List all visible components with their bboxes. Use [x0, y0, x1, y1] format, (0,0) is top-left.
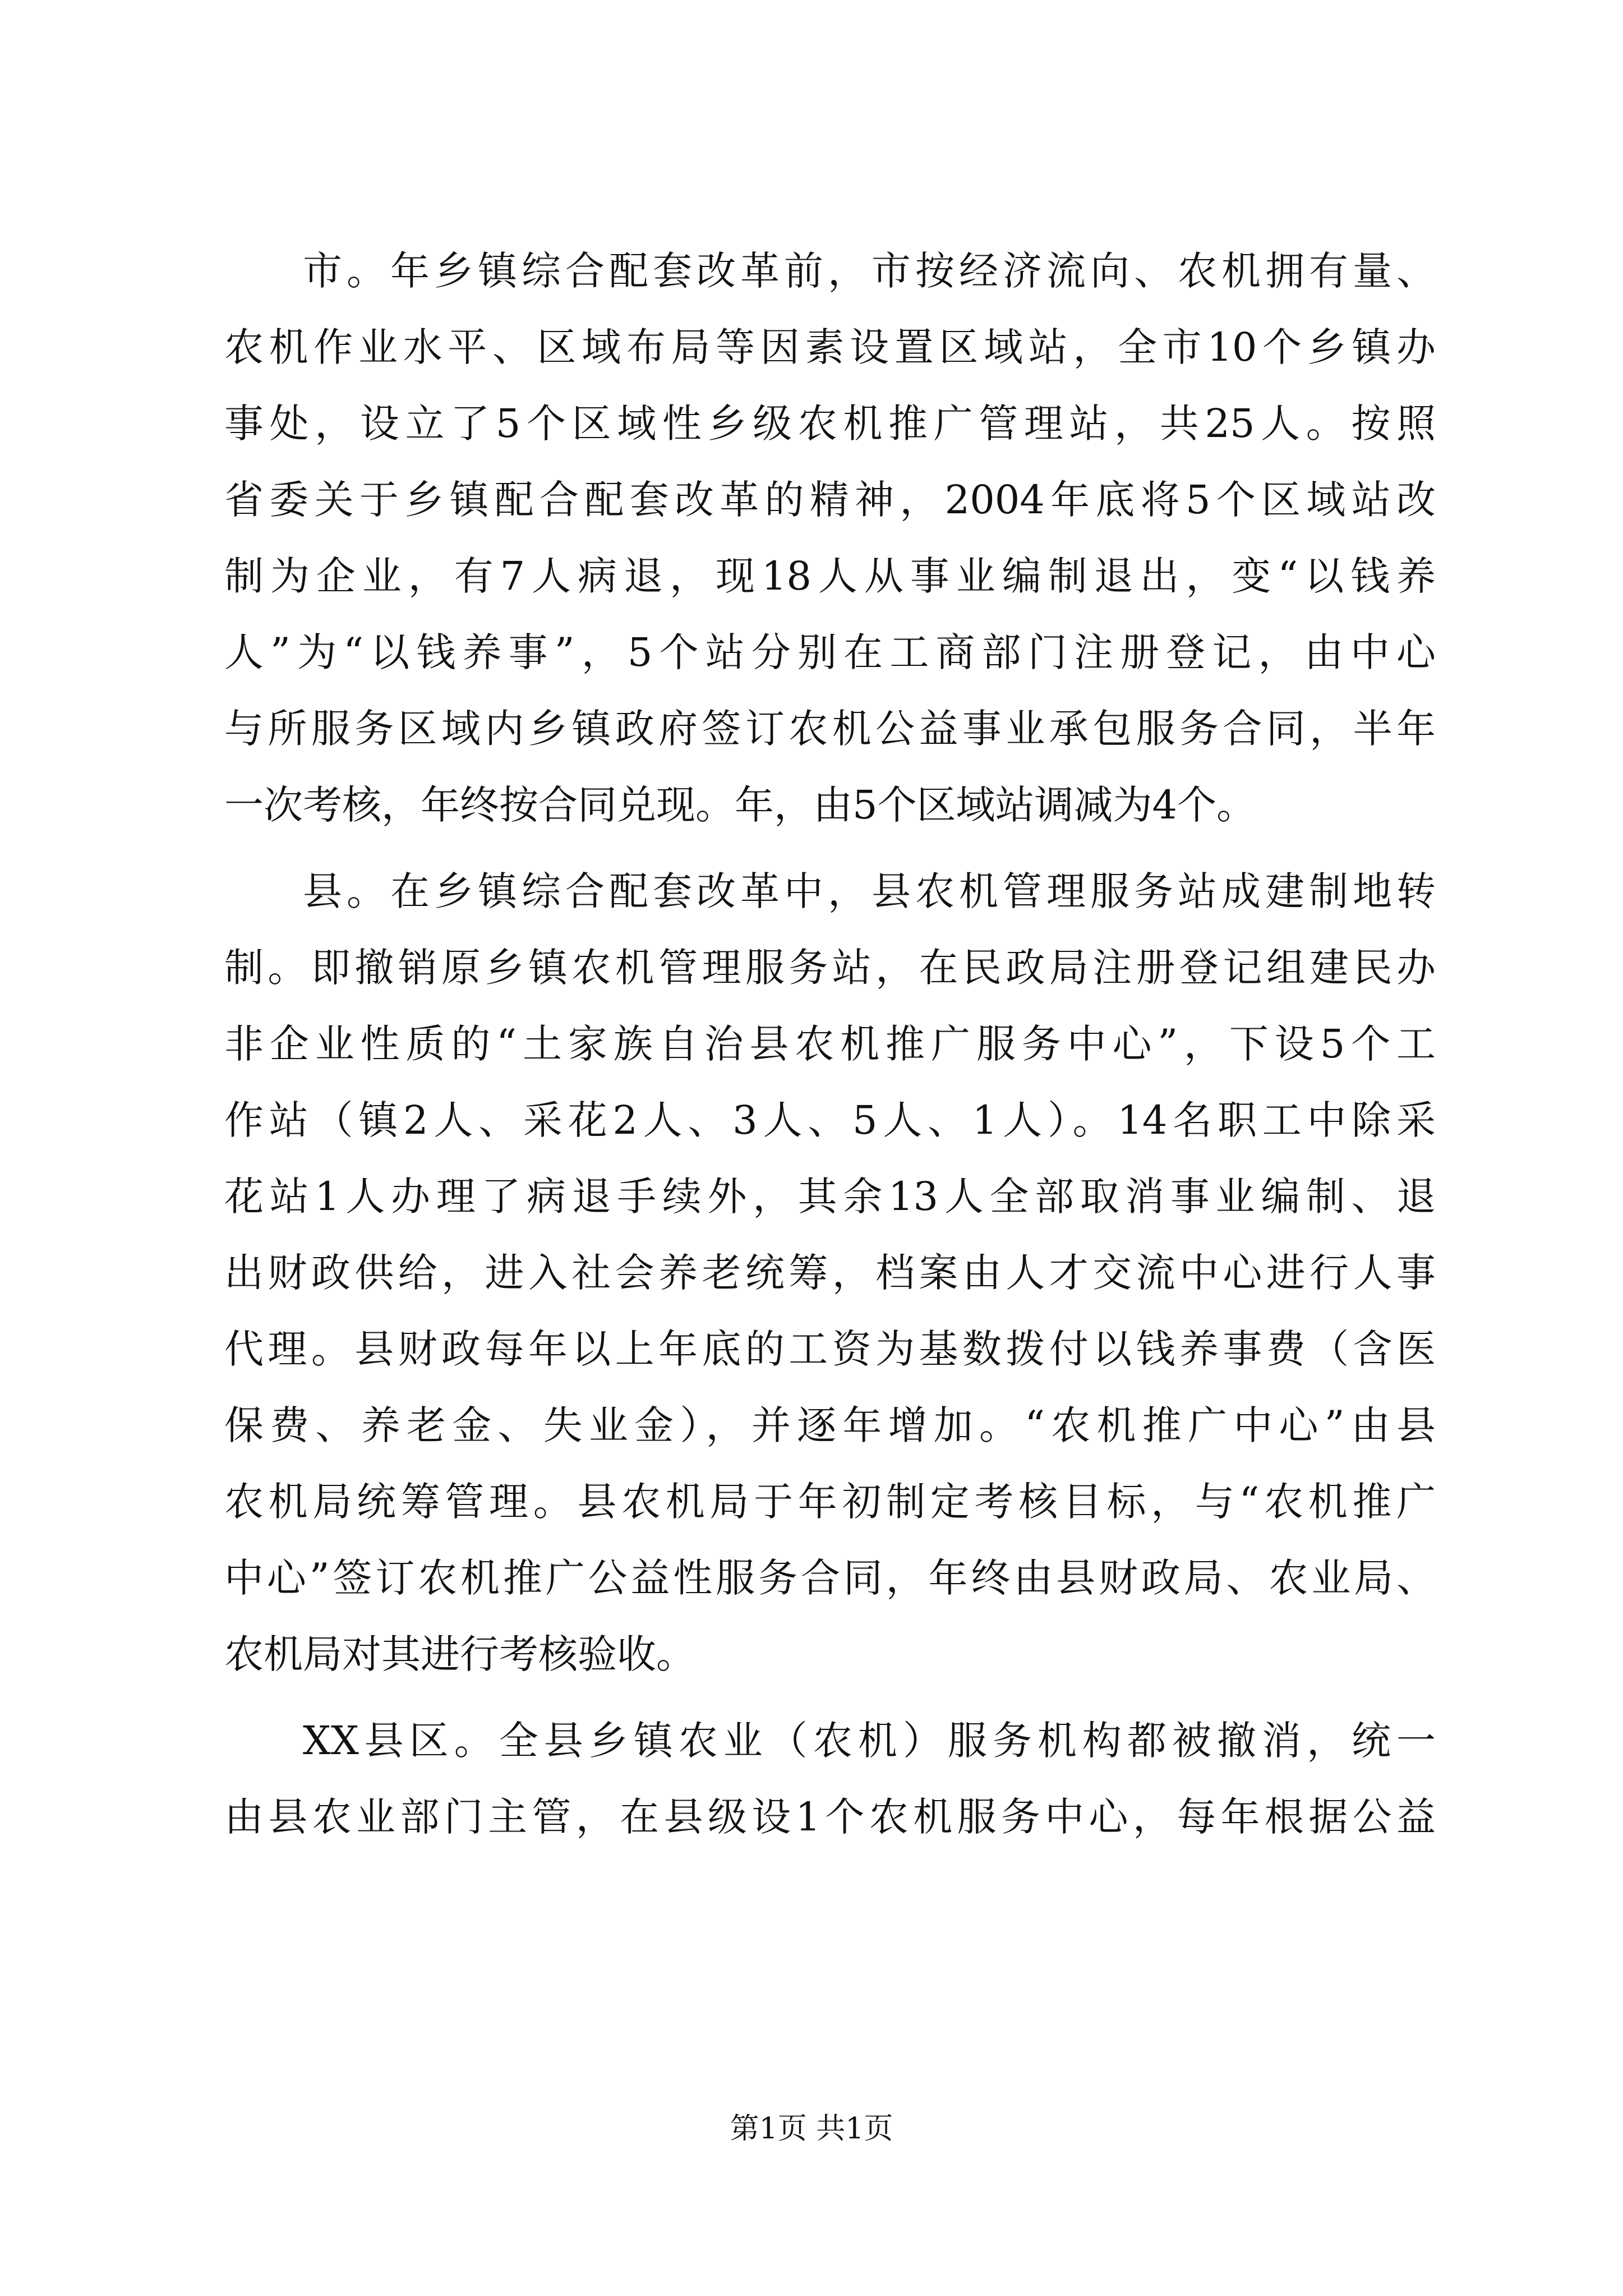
- text-line: 一次考核，年终按合同兑现。年，由5个区域站调减为4个。: [224, 782, 1256, 828]
- text-line: 非企业性质的“土家族自治县农机推广服务中心”，下设5个工: [224, 1021, 1436, 1067]
- text-line: 县。在乡镇综合配套改革中，县农机管理服务站成建制地转: [303, 868, 1436, 914]
- paragraph-3: [224, 1703, 1436, 1855]
- text-line: 保费、养老金、失业金），并逐年增加。“农机推广中心”由县: [224, 1402, 1436, 1448]
- text-line: 事处，设立了5个区域性乡级农机推广管理站，共25人。按照: [224, 401, 1436, 447]
- text-line: 农机作业水平、区域布局等因素设置区域站，全市10个乡镇办: [224, 324, 1436, 370]
- paragraph-2: [224, 853, 1436, 1692]
- text-line: 省委关于乡镇配合配套改革的精神，2004年底将5个区域站改: [224, 477, 1436, 523]
- text-line: XX县区。全县乡镇农业（农机）服务机构都被撤消，统一: [303, 1718, 1436, 1764]
- text-line: 制为企业，有7人病退，现18人从事业编制退出，变“以钱养: [224, 553, 1436, 599]
- text-line: 人”为“以钱养事”，5个站分别在工商部门注册登记，由中心: [224, 629, 1436, 675]
- text-line: 农机局统筹管理。县农机局于年初制定考核目标，与“农机推广: [224, 1479, 1436, 1525]
- body-text: [224, 233, 1436, 1865]
- text-line: 农机局对其进行考核验收。: [224, 1631, 695, 1677]
- text-line: 市。年乡镇综合配套改革前，市按经济流向、农机拥有量、: [303, 248, 1436, 294]
- text-line: 中心”签订农机推广公益性服务合同，年终由县财政局、农业局、: [224, 1555, 1436, 1601]
- paragraph-1: [224, 233, 1436, 843]
- page-footer: [0, 2109, 1623, 2148]
- text-line: 代理。县财政每年以上年底的工资为基数拨付以钱养事费（含医: [224, 1326, 1436, 1372]
- text-line: 作站（镇2人、采花2人、3人、5人、1人）。14名职工中除采: [224, 1097, 1436, 1143]
- text-line: 与所服务区域内乡镇政府签订农机公益事业承包服务合同，半年: [224, 706, 1436, 752]
- text-line: 制。即撤销原乡镇农机管理服务站，在民政局注册登记组建民办: [224, 945, 1436, 991]
- text-line: 由县农业部门主管，在县级设1个农机服务中心，每年根据公益: [224, 1794, 1436, 1840]
- page-number: 第1页 共1页: [730, 2112, 893, 2146]
- text-line: 出财政供给，进入社会养老统筹，档案由人才交流中心进行人事: [224, 1250, 1436, 1296]
- text-line: 花站1人办理了病退手续外，其余13人全部取消事业编制、退: [224, 1174, 1436, 1220]
